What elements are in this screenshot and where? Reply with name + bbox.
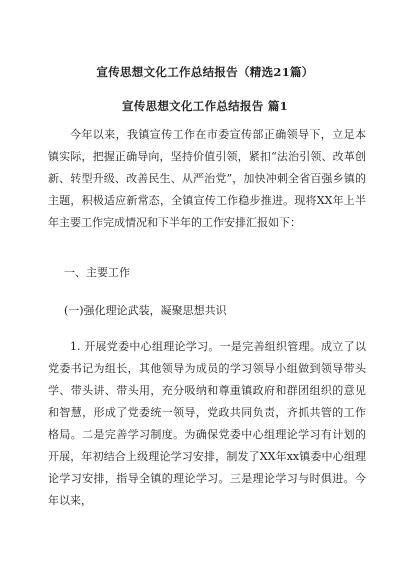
subsection-heading: (一)强化理论武装，凝聚思想共识 [64, 304, 227, 317]
document-title: 宣传思想文化工作总结报告（精选21篇） [96, 65, 314, 79]
section-title: 宣传思想文化工作总结报告 篇1 [121, 99, 288, 113]
intro-paragraph: 今年以来，我镇宣传工作在市委宣传部正确领导下，立足本镇实际，把握正确导向，坚持价值引领，紧扣“法治引领、改革创新、转型升级、改善民生、从严治党”，加快冲刺全省百强乡镇的主题，积极适应新常态，全镇宣传工作稳步推进。现将XX年上半年主要工作完成情况和下半年的工作安排汇报如下： [48, 128, 366, 229]
body-paragraph: 1. 开展党委中心组理论学习。一是完善组织管理。成立了以党委书记为组长，其他领导为成员的学习领导小组做到领导带头学、带头讲、带头用，充分吸纳和尊重镇政府和群团组织的意见和智慧，形成了党委统一领导，党政共同负责，齐抓共管的工作格局。二是完善学习制度。为确保党委中心组理论学习有计划的开展，年初结合上级理论学习安排，制发了XX年xx镇委中心组理论学习安排，指导全镇的理论学习。三是理论学习与时俱进。今年以来， [48, 340, 366, 507]
section-heading: 一、主要工作 [64, 266, 130, 279]
